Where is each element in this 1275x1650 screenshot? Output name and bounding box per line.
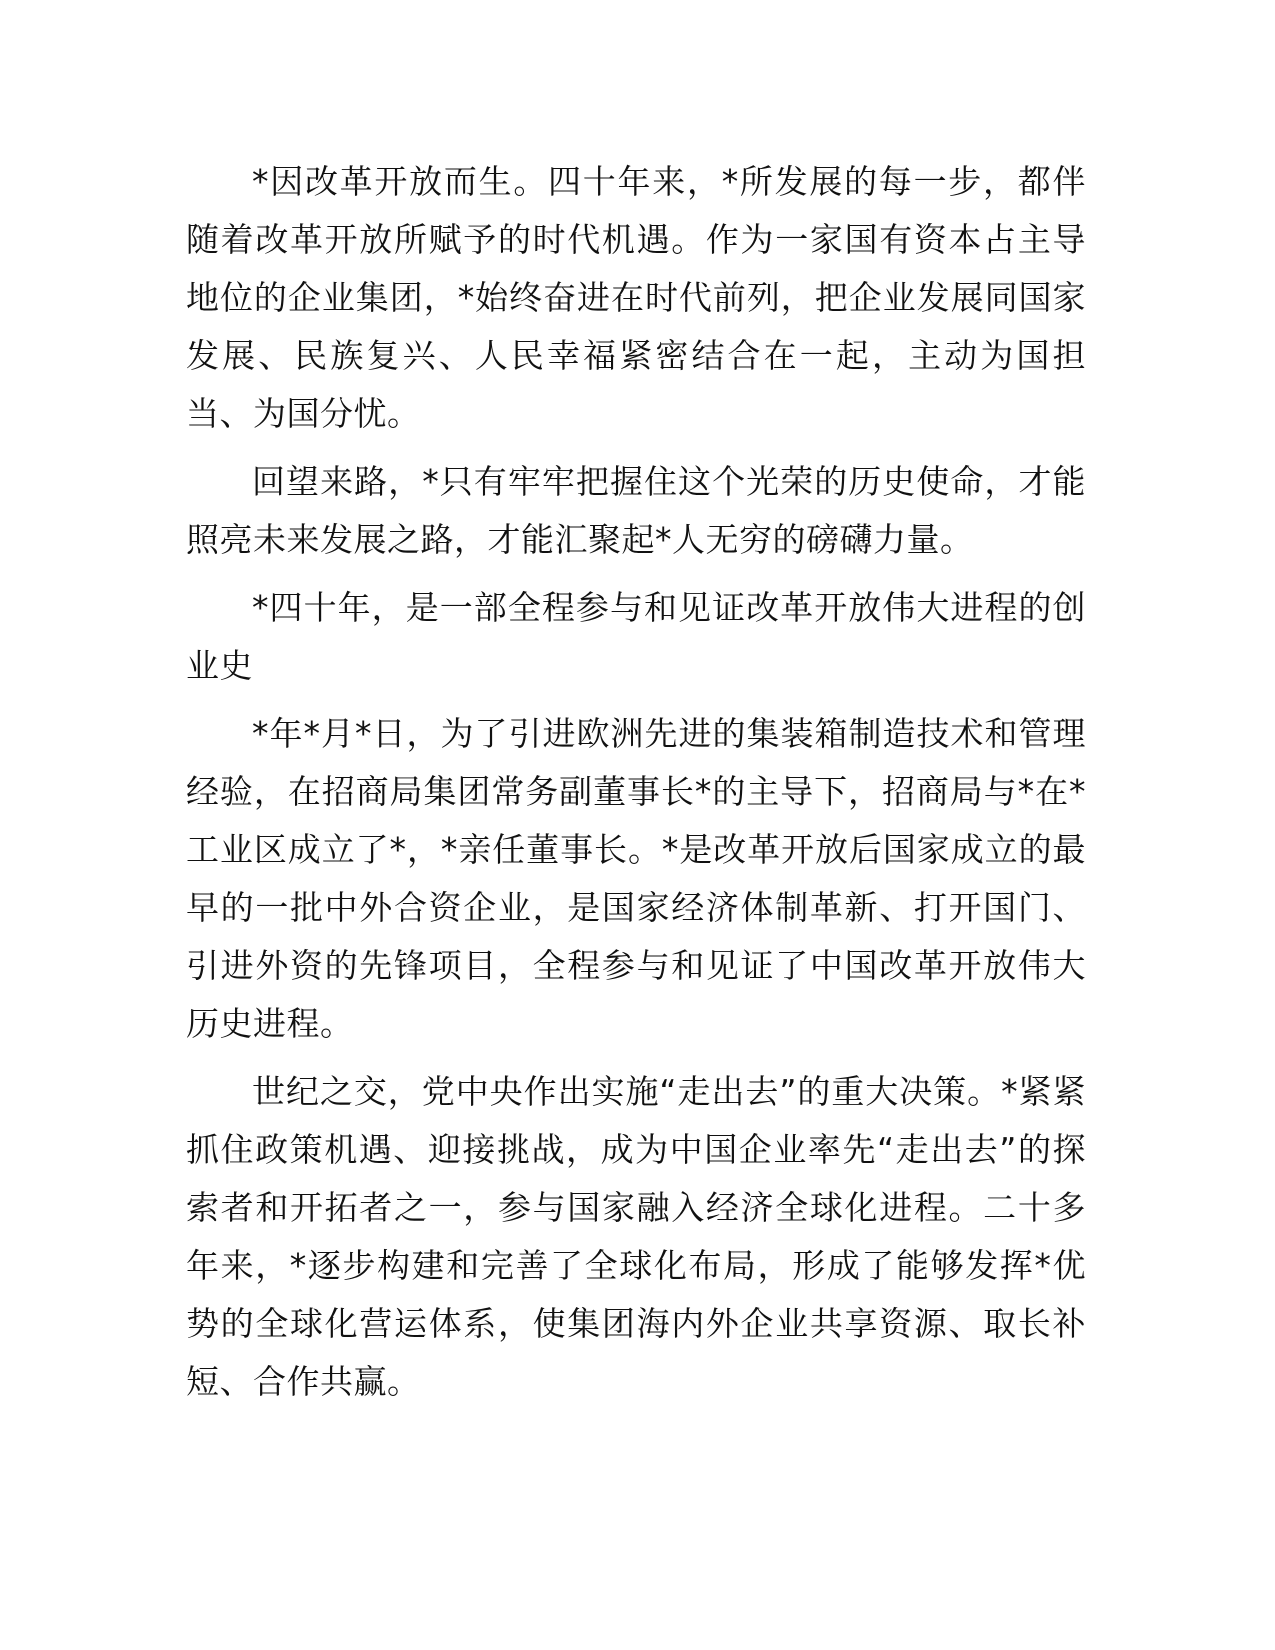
- paragraph-4: *年*月*日，为了引进欧洲先进的集装箱制造技术和管理经验，在招商局集团常务副董事长*的主导下，招商局与*在*工业区成立了*，*亲任董事长。*是改革开放后国家成立的最早的一批中外合资企业，是国家经济体制革新、打开国门、引进外资的先锋项目，全程参与和见证了中国改革开放伟大历史进程。: [186, 714, 1086, 1043]
- paragraph-3-heading: *四十年，是一部全程参与和见证改革开放伟大进程的创业史: [186, 588, 1086, 685]
- paragraph-1: *因改革开放而生。四十年来，*所发展的每一步，都伴随着改革开放所赋予的时代机遇。作为一家国有资本占主导地位的企业集团，*始终奋进在时代前列，把企业发展同国家发展、民族复兴、人民幸福紧密结合在一起，主动为国担当、为国分忧。: [186, 162, 1086, 433]
- document-body: [186, 153, 1086, 1421]
- paragraph-5: 世纪之交，党中央作出实施“走出去”的重大决策。*紧紧抓住政策机遇、迎接挑战，成为中国企业率先“走出去”的探索者和开拓者之一，参与国家融入经济全球化进程。二十多年来，*逐步构建和完善了全球化布局，形成了能够发挥*优势的全球化营运体系，使集团海内外企业共享资源、取长补短、合作共赢。: [186, 1072, 1087, 1401]
- paragraph-2: 回望来路，*只有牢牢把握住这个光荣的历史使命，才能照亮未来发展之路，才能汇聚起*人无穷的磅礴力量。: [186, 462, 1086, 559]
